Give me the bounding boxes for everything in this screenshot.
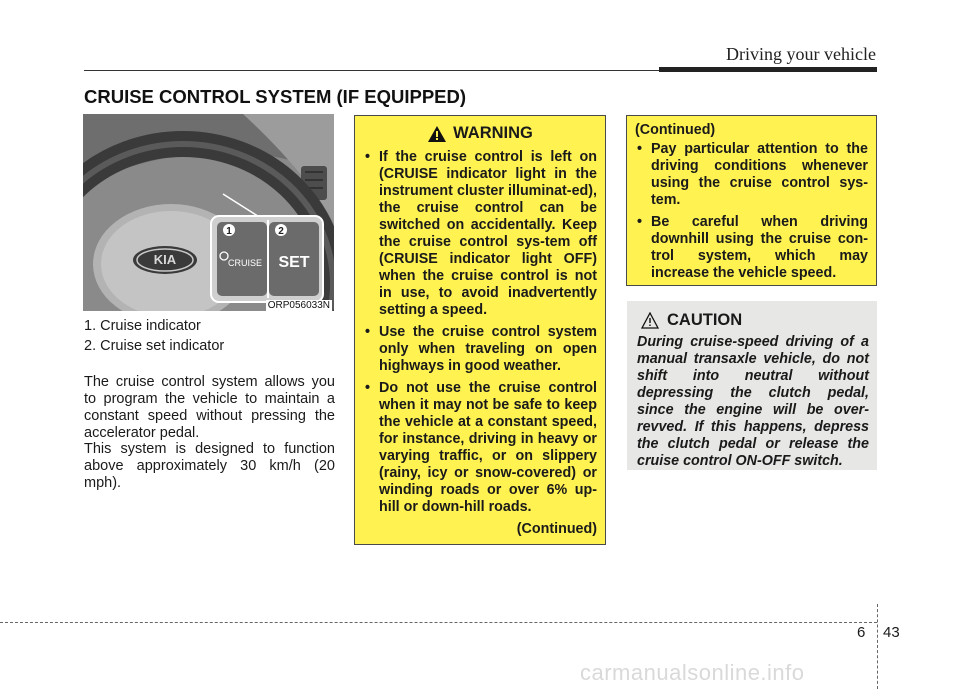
bullet-icon: • (365, 380, 371, 396)
caution-heading (641, 311, 869, 330)
header-rule-accent (659, 67, 877, 72)
bullet-icon: • (365, 324, 371, 340)
set-button-label: SET (278, 254, 310, 271)
header-rule (84, 70, 659, 71)
kia-logo: KIA (153, 252, 177, 267)
callout-1: 1 (226, 226, 232, 237)
list-item (635, 141, 868, 209)
continued-item-text: Pay particular attention to the driving conditions whenever using the cruise control sys-tem. (651, 141, 868, 208)
cruise-button-label: CRUISE (227, 258, 263, 268)
list-item: 2. Cruise set indicator (84, 338, 225, 354)
watermark: carmanualsonline.info (580, 660, 805, 685)
continued-item-text: Be careful when driving downhill using the cruise con-trol system, which may increase the vehicle speed. (651, 214, 868, 281)
continued-list (635, 141, 868, 282)
callout-2: 2 (278, 226, 284, 237)
warning-item-text: Use the cruise control system only when traveling on open highways in good weather. (379, 324, 597, 374)
bullet-icon: • (365, 149, 371, 165)
list-item (635, 214, 868, 282)
warning-item-text: If the cruise control is left on (CRUISE indicator light in the instrument cluster illuminat-ed), the cruise control can be switched on accidentally. Keep the cruise control sys-tem off (CRUISE indicator light OFF) when the cruise control is not in use, to avoid inadvertently setting a speed. (379, 149, 597, 318)
page-number: 43 (883, 624, 900, 641)
continued-heading: (Continued) (635, 122, 716, 138)
body-paragraph: The cruise control system allows you to program the vehicle to maintain a constant speed without pressing the accelerator pedal. (84, 374, 335, 441)
steering-wheel-figure (83, 114, 334, 311)
list-item (363, 149, 597, 319)
running-header: Driving your vehicle (726, 44, 876, 64)
warning-icon (427, 125, 447, 143)
figure-label: ORP056033N (267, 300, 330, 311)
continued-label: (Continued) (516, 521, 597, 537)
section-title: CRUISE CONTROL SYSTEM (IF EQUIPPED) (84, 86, 467, 107)
caution-title: CAUTION (667, 311, 743, 329)
warning-item-text: Do not use the cruise control when it may not be safe to keep the vehicle at a constant speed, for instance, driving in heavy or varying traffic, or on slippery (rainy, icy or snow-covered) or winding roads or over 6% up-hill or down-hill roads. (379, 380, 597, 515)
caution-text: During cruise-speed driving of a manual transaxle vehicle, do not shift into neutral without depressing the clutch pedal, since the engine will be over-revved. If this happens, depress the clutch pedal or release the cruise control ON-OFF switch. (637, 334, 869, 469)
bullet-icon: • (637, 141, 643, 157)
list-item: 1. Cruise indicator (84, 318, 201, 334)
warning-heading (363, 124, 597, 143)
list-item (363, 324, 597, 375)
warning-box (354, 115, 606, 545)
body-paragraph: This system is designed to function above approximately 30 km/h (20 mph). (84, 441, 335, 491)
steering-wheel-illustration (83, 114, 334, 311)
caution-icon (641, 312, 659, 329)
indicator-list (84, 316, 224, 356)
caution-box (627, 301, 877, 470)
list-item (363, 380, 597, 516)
footer-divider (877, 604, 878, 689)
warning-continued-box (626, 115, 877, 286)
chapter-number: 6 (857, 624, 866, 641)
warning-list (363, 149, 597, 516)
footer-rule (0, 622, 877, 623)
bullet-icon: • (637, 214, 643, 230)
warning-title: WARNING (453, 124, 533, 142)
